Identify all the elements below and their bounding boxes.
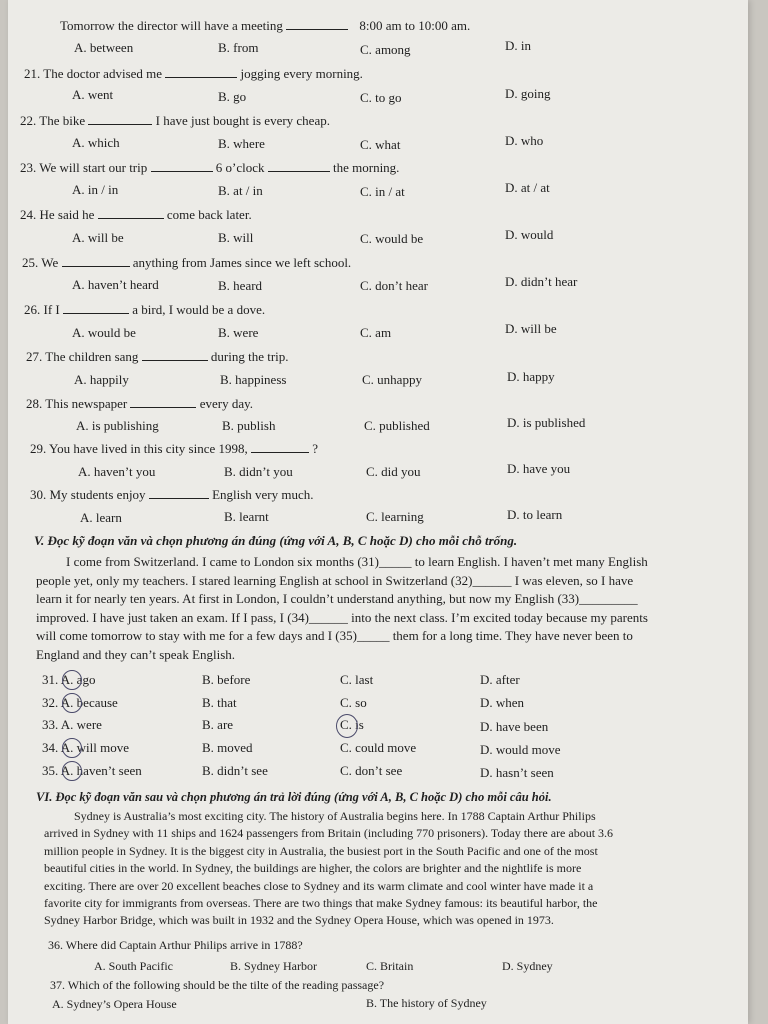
q35-option-c: C. don’t see [340,763,403,778]
q25-stem-part-a: 25. We [22,255,59,270]
q22-option-a: A. which [72,135,120,150]
answer-blank [130,395,196,408]
answer-blank [151,159,213,172]
answer-blank [165,65,237,78]
answer-blank [142,348,208,361]
q35-option-b: B. didn’t see [202,763,268,778]
q29-option-d: D. have you [507,461,571,476]
section-6-passage [44,808,724,930]
question-26-stem [24,301,265,318]
q36-option-a: A. South Pacific [94,959,173,973]
q33-option-d: D. have been [480,719,549,734]
q20-option-c: C. among [360,42,411,57]
q28-option-d: D. is published [507,415,586,430]
q26-stem-part-a: 26. If I [24,302,60,317]
q21-stem-part-a: 21. The doctor advised me [24,66,163,81]
q22-stem-part-b: I have just bought is every cheap. [155,113,330,128]
answer-circle-mark [62,738,82,758]
passage-line: people yet, only my teachers. I stared learning English at school in Switzerland (32)______ I was eleven, so I have [36,572,634,588]
q25-stem-part-b: anything from James since we left school. [132,255,352,270]
passage-line: Sydney is Australia’s most exciting city. The history of Australia begins here. In 1788 Captain Arthur Philips [74,809,596,823]
q31-option-c: C. last [340,672,374,687]
q33-option-c: C. is [340,717,364,732]
q24-option-c: C. would be [360,231,424,246]
q24-option-b: B. will [218,230,254,245]
question-23-stem [20,159,399,176]
passage-line: England and they can’t speak English. [36,646,236,662]
answer-circle-mark [62,761,82,781]
question-25-stem [22,254,351,271]
q21-option-d: D. going [505,86,551,101]
q28-option-c: C. published [364,418,430,433]
q24-stem-part-a: 24. He said he [20,207,95,222]
q23-stem-part-c: the morning. [333,160,400,175]
passage-line: beautiful cities in the world. In Sydney, the buildings are higher, the colors are brighter and the nightlife is more [44,861,582,876]
answer-blank [88,112,152,125]
q20-option-a: A. between [74,40,134,55]
question-24-stem [20,206,252,223]
q22-option-c: C. what [360,137,401,152]
q37-option-b: B. The history of Sydney [366,996,487,1010]
q33-option-a: 33. A. were [42,717,102,732]
q21-option-c: C. to go [360,90,402,105]
passage-line: Sydney Harbor Bridge, which was built in 1932 and the Sydney Opera House, which was opened in 1973. [44,913,554,928]
passage-line: I come from Switzerland. I came to London six months (31)_____ to learn English. I haven’t met many English [66,554,648,569]
q26-option-d: D. will be [505,321,557,336]
q20-option-d: D. in [505,38,531,53]
q36-option-c: C. Britain [366,959,414,973]
q32-option-b: B. that [202,695,237,710]
q28-option-b: B. publish [222,418,276,433]
answer-blank [98,206,164,219]
q30-option-a: A. learn [80,510,122,525]
q27-option-d: D. happy [507,369,555,384]
q28-option-a: A. is publishing [76,418,159,433]
question-36-stem: 36. Where did Captain Arthur Philips arrive in 1788? [48,938,303,952]
q26-stem-part-b: a bird, I would be a dove. [132,302,266,317]
passage-line: will come tomorrow to stay with me for a few days and I (35)_____ them for a long time. They have never been to [36,628,633,643]
answer-blank [149,486,209,499]
q27-option-a: A. happily [74,372,129,387]
passage-line: exciting. There are over 20 excellent beaches close to Sydney and its warm climate and cool winter have made it a [44,878,594,893]
q31-option-a: 31. A. ago [42,672,96,687]
question-21-stem [24,65,363,82]
q34-option-b: B. moved [202,740,253,755]
q31-option-b: B. before [202,672,251,687]
q29-option-a: A. haven’t you [78,464,156,479]
question-28-stem [26,395,253,412]
q22-stem-part-a: 22. The bike [20,113,86,128]
q30-option-c: C. learning [366,509,424,524]
q20-stem-part-b: 8:00 am to 10:00 am. [359,18,471,33]
q36-option-b: B. Sydney Harbor [230,959,317,973]
q26-option-c: C. am [360,325,392,340]
worksheet-page [8,0,748,1024]
q27-option-b: B. happiness [220,372,287,387]
q34-option-d: D. would move [480,742,561,757]
passage-line: million people in Sydney. It is the biggest city in Australia, the busiest port in the South Pacific and one of the most [44,843,598,858]
q30-option-b: B. learnt [224,509,269,524]
q24-option-d: D. would [505,227,554,242]
q22-option-d: D. who [505,133,544,148]
passage-line: improved. I have just taken an exam. If I pass, I (34)______ into the next class. I’m excited today because my parents [36,609,648,625]
section-5-heading: V. Đọc kỹ đoạn văn và chọn phương án đúng (ứng với A, B, C hoặc D) cho mỗi chỗ trống. [34,533,518,548]
q23-option-a: A. in / in [72,182,119,197]
q25-option-a: A. haven’t heard [72,277,159,292]
q32-option-a: 32. A. because [42,695,118,710]
q22-option-b: B. where [218,136,265,151]
q24-option-a: A. will be [72,230,124,245]
q23-option-b: B. at / in [218,183,263,198]
q23-stem-part-b: 6 o’clock [215,160,265,175]
q29-stem-part-a: 29. You have lived in this city since 1998, [30,441,248,456]
passage-line: learn it for nearly ten years. At first in London, I couldn’t understand anything, but now my English (33)_________ [36,591,638,606]
q20-option-b: B. from [218,40,259,55]
answer-blank [63,301,129,314]
passage-line: favorite city for immigrants from overseas. There are two things that make Sydney famous: its beautiful harbor, the [44,896,598,911]
question-20-stem [60,17,470,34]
q23-option-d: D. at / at [505,180,550,195]
q25-option-d: D. didn’t hear [505,274,578,289]
q26-option-b: B. were [218,325,259,340]
q28-stem-part-b: every day. [199,396,254,411]
question-30-stem [30,486,314,503]
q27-option-c: C. unhappy [362,372,422,387]
q29-stem-part-b: ? [312,441,319,456]
q32-option-c: C. so [340,695,367,710]
q21-option-b: B. go [218,89,247,104]
passage-line: arrived in Sydney with 11 ships and 1624 passengers from Britain (including 770 prisoners). Today there are about 3.6 [44,826,614,841]
answer-blank [268,159,330,172]
q34-option-c: C. could move [340,740,417,755]
section-5-passage [36,553,732,664]
q21-option-a: A. went [72,87,114,102]
q29-option-c: C. did you [366,464,421,479]
question-22-stem [20,112,330,129]
answer-circle-mark [336,714,358,738]
q36-option-d: D. Sydney [502,959,553,973]
q28-stem-part-a: 28. This newspaper [26,396,128,411]
answer-blank [286,17,348,30]
q24-stem-part-b: come back later. [166,207,252,222]
q35-option-a: 35. A. haven’t seen [42,763,142,778]
q35-option-d: D. hasn’t seen [480,765,554,780]
q34-option-a: 34. A. will move [42,740,130,755]
q25-option-c: C. don’t hear [360,278,428,293]
q20-stem-part-a: Tomorrow the director will have a meeting [60,18,283,33]
section-6-heading: VI. Đọc kỹ đoạn văn sau và chọn phương án trả lời đúng (ứng với A, B, C hoặc D) cho mỗi câu hỏi. [36,790,552,804]
q21-stem-part-b: jogging every morning. [240,66,363,81]
question-37-stem: 37. Which of the following should be the tilte of the reading passage? [50,978,385,992]
q30-option-d: D. to learn [507,507,563,522]
answer-blank [251,440,309,453]
answer-circle-mark [62,693,82,713]
q32-option-d: D. when [480,695,525,710]
question-27-stem [26,348,289,365]
q23-stem-part-a: 23. We will start our trip [20,160,148,175]
q33-option-b: B. are [202,717,234,732]
q25-option-b: B. heard [218,278,263,293]
question-29-stem [30,440,318,457]
q30-stem-part-a: 30. My students enjoy [30,487,146,502]
q27-stem-part-b: during the trip. [210,349,289,364]
q37-option-a: A. Sydney’s Opera House [52,997,177,1011]
q23-option-c: C. in / at [360,184,405,199]
answer-circle-mark [62,670,82,690]
q27-stem-part-a: 27. The children sang [26,349,139,364]
q29-option-b: B. didn’t you [224,464,293,479]
q30-stem-part-b: English very much. [212,487,314,502]
q31-option-d: D. after [480,672,520,687]
answer-blank [62,254,130,267]
q26-option-a: A. would be [72,325,136,340]
